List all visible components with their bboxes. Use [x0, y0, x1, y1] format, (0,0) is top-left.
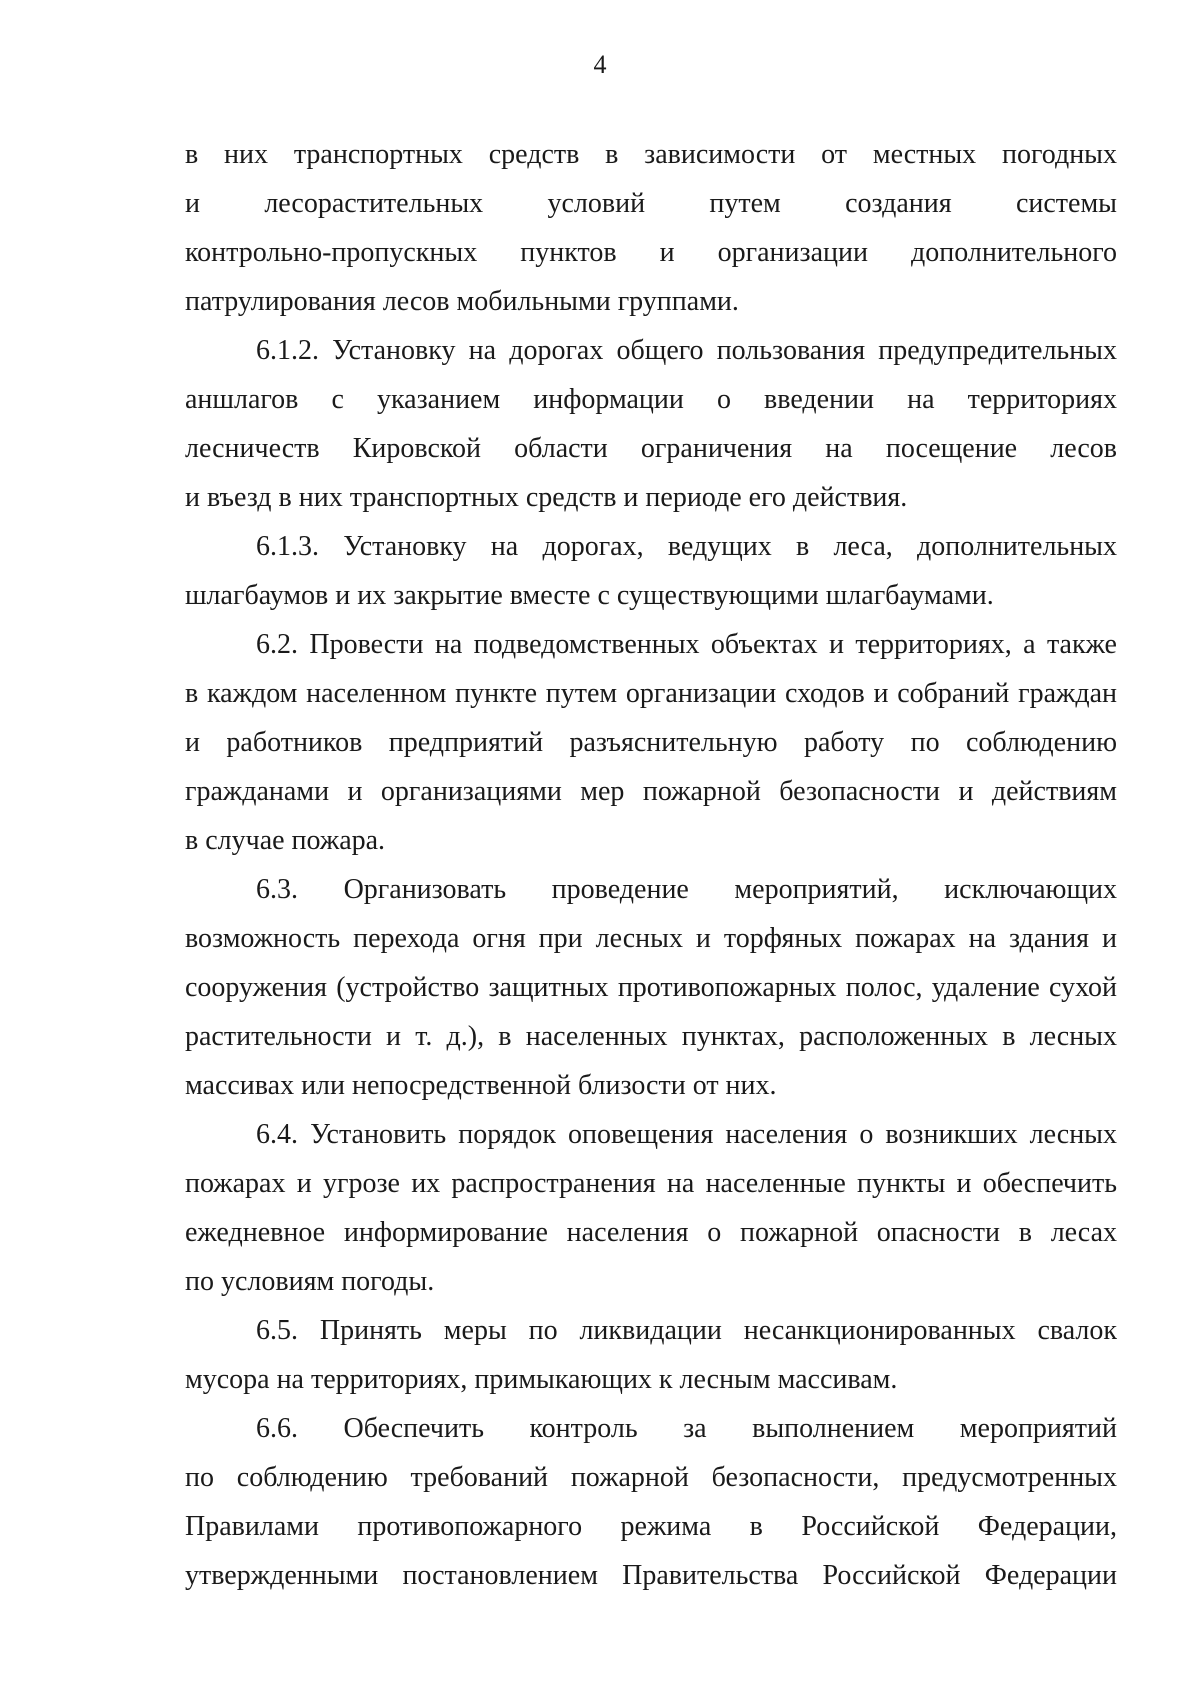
text-line: по соблюдению требований пожарной безопасности, предусмотренных: [185, 1462, 1117, 1493]
text-line: 6.6. Обеспечить контроль за выполнением мероприятий: [256, 1413, 1117, 1444]
text-line: 6.2. Провести на подведомственных объектах и территориях, а также: [256, 629, 1117, 660]
document-body: [185, 130, 1117, 1600]
text-line: мусора на территориях, примыкающих к лесным массивам.: [185, 1364, 898, 1395]
text-line: 6.1.3. Установку на дорогах, ведущих в леса, дополнительных: [256, 531, 1117, 562]
text-line: 6.4. Установить порядок оповещения населения о возникших лесных: [256, 1119, 1117, 1150]
text-line: шлагбаумов и их закрытие вместе с существующими шлагбаумами.: [185, 580, 994, 611]
text-line: массивах или непосредственной близости от них.: [185, 1070, 777, 1101]
text-line: 6.3. Организовать проведение мероприятий, исключающих: [256, 874, 1117, 905]
text-line: и лесорастительных условий путем создания системы: [185, 188, 1117, 219]
paragraph-6-1-3: [185, 522, 1117, 620]
paragraph-6-3: [185, 865, 1117, 1110]
text-line: в случае пожара.: [185, 825, 386, 856]
text-line: 6.5. Принять меры по ликвидации несанкционированных свалок: [256, 1315, 1117, 1346]
text-line: патрулирования лесов мобильными группами.: [185, 286, 739, 317]
text-line: аншлагов с указанием информации о введении на территориях: [185, 384, 1117, 415]
text-line: и работников предприятий разъяснительную работу по соблюдению: [185, 727, 1117, 758]
paragraph-6-2: [185, 620, 1117, 865]
paragraph-6-5: [185, 1306, 1117, 1404]
text-line: в них транспортных средств в зависимости от местных погодных: [185, 139, 1117, 170]
text-line: в каждом населенном пункте путем организации сходов и собраний граждан: [185, 678, 1117, 709]
page-number: 4: [593, 50, 607, 79]
text-line: пожарах и угрозе их распространения на населенные пункты и обеспечить: [185, 1168, 1117, 1199]
text-line: гражданами и организациями мер пожарной безопасности и действиям: [185, 776, 1117, 807]
paragraph-6-1-2: [185, 326, 1117, 522]
text-line: 6.1.2. Установку на дорогах общего пользования предупредительных: [256, 335, 1117, 366]
text-line: по условиям погоды.: [185, 1266, 435, 1297]
text-line: Правилами противопожарного режима в Российской Федерации,: [185, 1511, 1117, 1542]
text-line: ежедневное информирование населения о пожарной опасности в лесах: [185, 1217, 1117, 1248]
text-line: сооружения (устройство защитных противопожарных полос, удаление сухой: [185, 972, 1117, 1003]
paragraph-continued: [185, 130, 1117, 326]
paragraph-6-4: [185, 1110, 1117, 1306]
text-line: лесничеств Кировской области ограничения на посещение лесов: [185, 433, 1117, 464]
text-line: контрольно-пропускных пунктов и организации дополнительного: [185, 237, 1117, 268]
paragraph-6-6: [185, 1404, 1117, 1600]
text-line: возможность перехода огня при лесных и торфяных пожарах на здания и: [185, 923, 1117, 954]
text-line: утвержденными постановлением Правительства Российской Федерации: [185, 1560, 1117, 1591]
text-line: растительности и т. д.), в населенных пунктах, расположенных в лесных: [185, 1021, 1117, 1052]
text-line: и въезд в них транспортных средств и периоде его действия.: [185, 482, 908, 513]
